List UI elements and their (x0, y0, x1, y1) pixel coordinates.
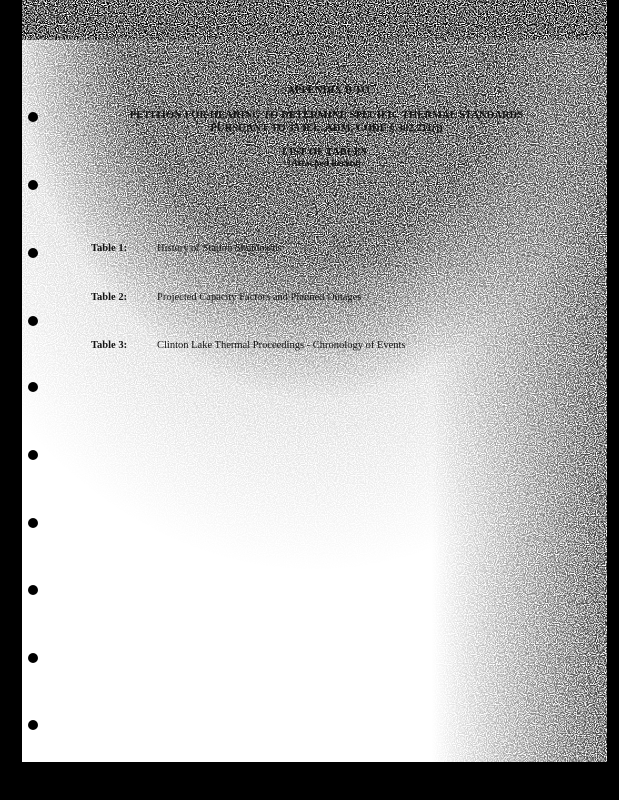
petition-title-line-1: PETITION FOR HEARING TO DETERMINE SPECIFIC THERMAL STANDARDS (129, 110, 524, 121)
appendix-title: APPENDIX B TO (287, 85, 370, 96)
binder-hole (28, 180, 38, 190)
table-title: Clinton Lake Thermal Proceedings - Chronology of Events (157, 340, 406, 351)
document-body (22, 0, 607, 762)
table-entry (91, 292, 361, 303)
binder-hole (28, 518, 38, 528)
binder-hole (28, 248, 38, 258)
binder-hole (28, 382, 38, 392)
table-number: Table 2: (91, 292, 128, 303)
binder-hole (28, 585, 38, 595)
paper-sheet (22, 0, 607, 762)
list-of-tables-title: LIST OF TABLES (281, 147, 368, 158)
table-entry (91, 243, 282, 254)
binder-hole (28, 653, 38, 663)
table-title: History of Station Shutdowns (157, 243, 282, 254)
table-title: Projected Capacity Factors and Planned Outages (157, 292, 362, 303)
table-number: Table 1: (91, 243, 128, 254)
list-of-tables-subtitle: (Attached hereto) (287, 159, 361, 169)
table-number: Table 3: (91, 340, 128, 351)
petition-title-line-2: PURSUANT TO 35 ILL. ADM. CODE § 302.211(j) (210, 123, 443, 134)
binder-hole (28, 720, 38, 730)
table-entry (91, 340, 406, 351)
binder-hole (28, 450, 38, 460)
binder-hole (28, 112, 38, 122)
binder-hole (28, 316, 38, 326)
